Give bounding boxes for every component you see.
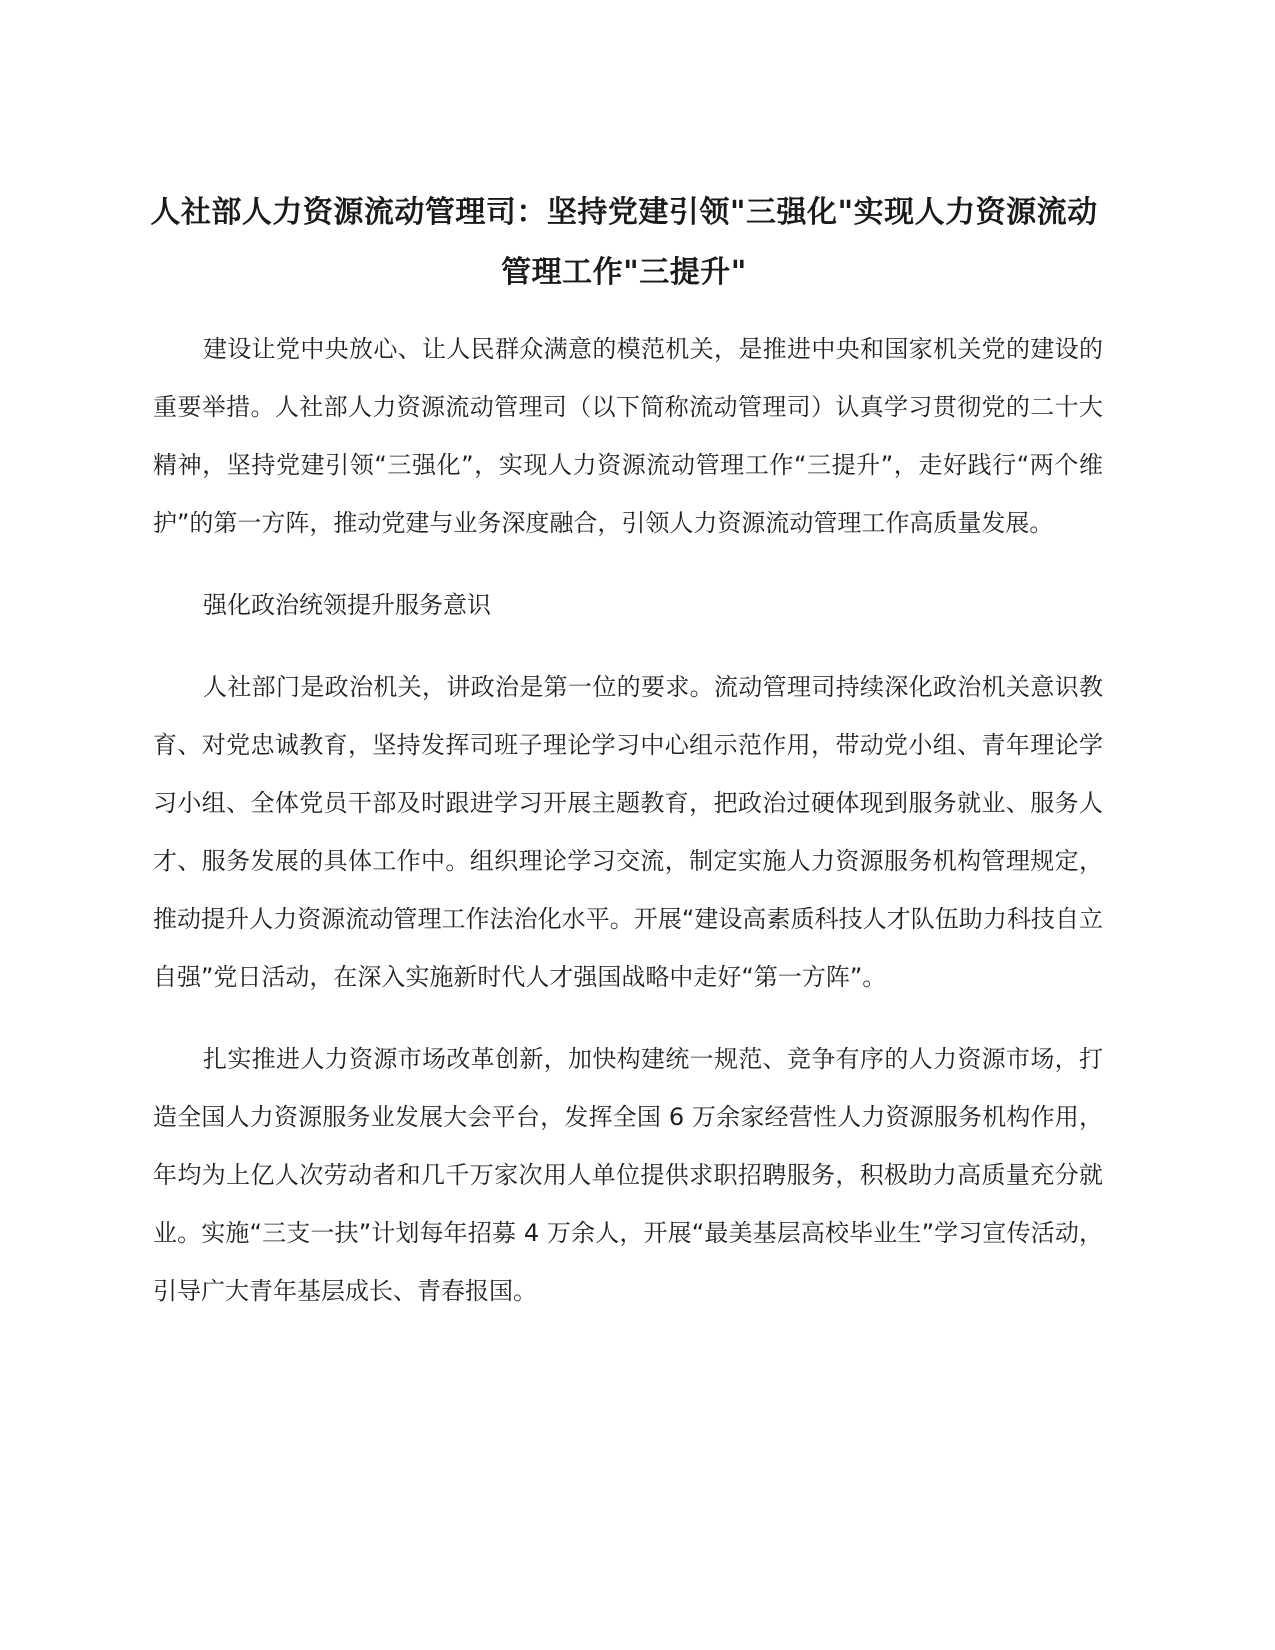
document-title: 人社部人力资源流动管理司：坚持党建引领"三强化"实现人力资源流动管理工作"三提升" (150, 195, 1098, 290)
body-paragraph-political: 人社部门是政治机关，讲政治是第一位的要求。流动管理司持续深化政治机关意识教育、对党忠诚教育，坚持发挥司班子理论学习中心组示范作用，带动党小组、青年理论学习小组、全体党员干部及时跟进学习开展主题教育，把政治过硬体现到服务就业、服务人才、服务发展的具体工作中。组织理论学习交流，制定实施人力资源服务机构管理规定，推动提升人力资源流动管理工作法治化水平。开展“建设高素质科技人才队伍助力科技自立自强”党日活动，在深入实施新时代人才强国战略中走好“第一方阵”。 (153, 673, 1103, 991)
document-body (153, 320, 1103, 1344)
section-heading: 强化政治统领提升服务意识 (203, 591, 491, 619)
body-paragraph-market: 扎实推进人力资源市场改革创新，加快构建统一规范、竞争有序的人力资源市场，打造全国人力资源服务业发展大会平台，发挥全国 6 万余家经营性人力资源服务机构作用，年均为上亿人次劳动者和几千万家次用人单位提供求职招聘服务，积极助力高质量充分就业。实施“三支一扶”计划每年招募 4 万余人，开展“最美基层高校毕业生”学习宣传活动，引导广大青年基层成长、青春报国。 (153, 1045, 1103, 1305)
intro-paragraph: 建设让党中央放心、让人民群众满意的模范机关，是推进中央和国家机关党的建设的重要举措。人社部人力资源流动管理司（以下简称流动管理司）认真学习贯彻党的二十大精神，坚持党建引领“三强化”，实现人力资源流动管理工作“三提升”，走好践行“两个维护”的第一方阵，推动党建与业务深度融合，引领人力资源流动管理工作高质量发展。 (153, 335, 1103, 537)
